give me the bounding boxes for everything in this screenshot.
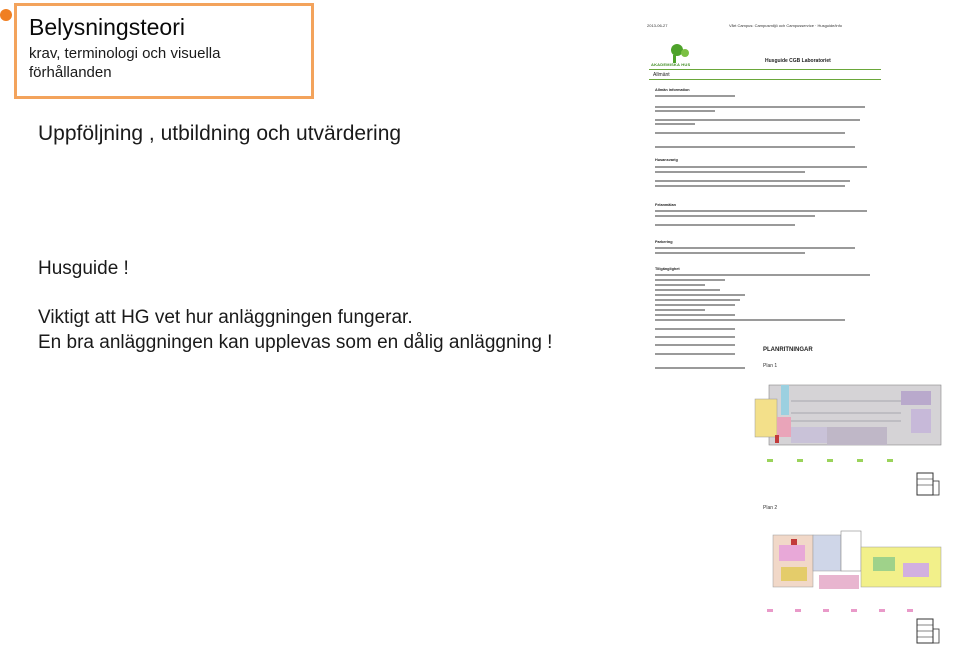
text-line: [655, 247, 855, 249]
husguide-document-image: [643, 16, 889, 372]
text-line: [655, 185, 845, 187]
body-line-2: En bra anläggningen kan upplevas som en dålig anläggning !: [38, 332, 553, 353]
plan-1-label: Plan 1: [763, 363, 778, 369]
text-line: [655, 215, 815, 217]
building-mini-icon: [913, 467, 943, 499]
document-section-heading: Tillgänglighet: [655, 267, 680, 271]
slide-subtitle: krav, terminologi och visuella förhållanden: [29, 45, 221, 81]
logo-text: AKADEMISKA HUS: [651, 62, 691, 67]
plan-legend: [767, 459, 917, 462]
floor-plan-1-icon: [751, 371, 957, 457]
text-line: [655, 299, 740, 301]
document-section-general: Allmänt: [653, 72, 670, 78]
document-date: 2013-06-27: [647, 23, 668, 28]
text-line: [655, 180, 850, 182]
text-line: [655, 95, 735, 97]
document-rule: [649, 79, 881, 80]
floor-plan-2-icon: [769, 517, 955, 607]
text-line: [655, 146, 855, 148]
section-heading: Uppföljning , utbildning och utvärdering: [38, 122, 402, 145]
plans-title: PLANRITNINGAR: [763, 347, 813, 353]
text-line: [655, 210, 867, 212]
text-line: [655, 274, 870, 276]
text-line: [655, 314, 735, 316]
text-line: [655, 119, 860, 121]
text-line: [655, 294, 745, 296]
document-section-heading: Felanmälan: [655, 203, 676, 207]
document-rule: [649, 69, 881, 70]
text-line: [655, 166, 867, 168]
building-mini-icon: [913, 613, 943, 647]
slide-title: Belysningsteori: [29, 14, 185, 40]
text-line: [655, 171, 805, 173]
text-line: [655, 123, 695, 125]
text-line: [655, 110, 715, 112]
floor-plans-image: [747, 341, 960, 653]
text-line: [655, 319, 845, 321]
document-header: Husguide CGB Laboratoriet: [765, 58, 831, 64]
document-topbar: [647, 23, 883, 30]
document-section-heading: Allmän information: [655, 88, 690, 92]
text-line: [655, 284, 705, 286]
text-line: [655, 309, 705, 311]
text-line: [655, 252, 805, 254]
body-paragraph: [38, 305, 552, 355]
text-line: [655, 132, 845, 134]
plan-legend: [767, 609, 927, 612]
title-bullet: [0, 9, 12, 21]
text-line: [655, 353, 735, 355]
title-box: [14, 3, 314, 99]
husguide-text: Husguide !: [38, 258, 129, 279]
text-line: [655, 328, 735, 330]
plan-2-label: Plan 2: [763, 505, 778, 511]
body-line-1: Viktigt att HG vet hur anläggningen fungerar.: [38, 307, 413, 328]
document-section-heading: Parkering: [655, 240, 673, 244]
document-section-heading: Husansvarig: [655, 158, 678, 162]
text-line: [655, 106, 865, 108]
text-line: [655, 279, 725, 281]
text-line: [655, 367, 745, 369]
document-site: Vårt Campus: Campusmiljö och Campusservice · Husguide/info: [729, 23, 842, 28]
text-line: [655, 336, 735, 338]
text-line: [655, 289, 720, 291]
text-line: [655, 304, 735, 306]
text-line: [655, 224, 795, 226]
text-line: [655, 344, 735, 346]
